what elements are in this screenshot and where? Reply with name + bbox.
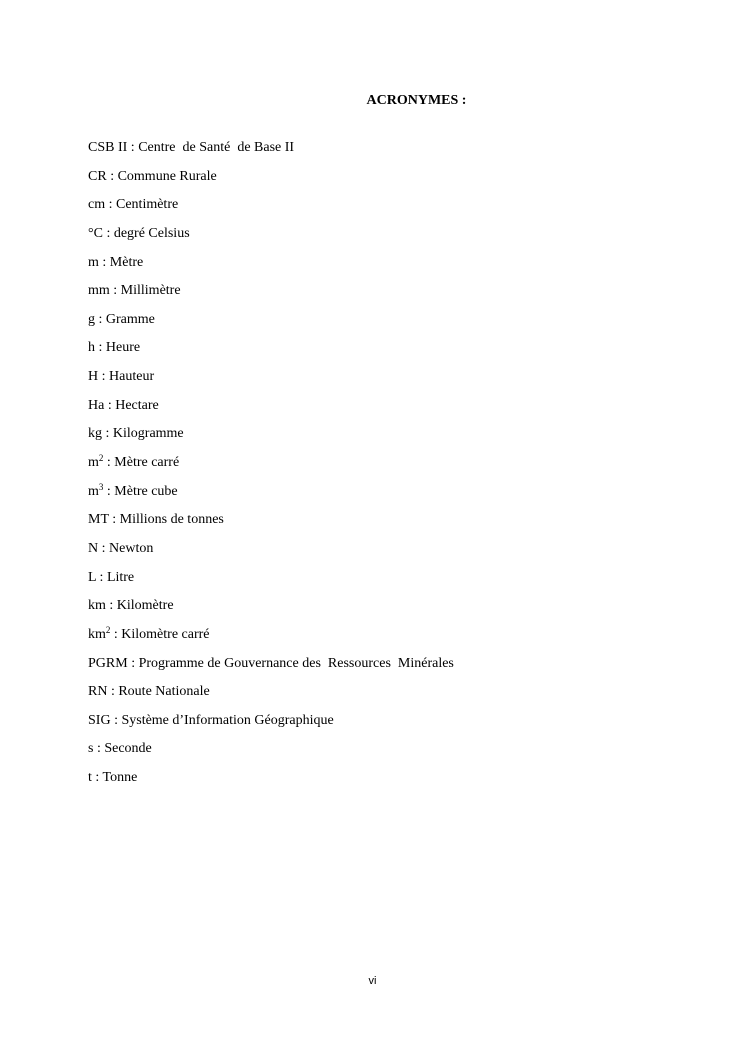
acronym-entry — [88, 225, 454, 254]
acronym-abbreviation: s — [88, 741, 94, 757]
acronym-entry — [88, 683, 454, 712]
acronym-abbreviation: N — [88, 540, 99, 556]
acronym-separator: : — [98, 254, 110, 270]
acronym-exponent: 2 — [105, 624, 111, 635]
acronym-entry — [88, 712, 454, 741]
acronym-exponent: 2 — [98, 453, 104, 464]
acronym-separator: : — [127, 140, 139, 155]
acronym-meaning: Seconde — [104, 741, 152, 757]
acronym-entry — [88, 397, 454, 426]
acronym-meaning: Centimètre — [116, 197, 179, 213]
acronym-entry — [88, 769, 454, 798]
acronym-entry — [88, 540, 454, 569]
acronym-entry — [88, 254, 454, 283]
acronym-meaning: Millimètre — [120, 283, 181, 299]
acronym-separator: : — [105, 598, 117, 614]
acronym-meaning: Hauteur — [109, 369, 155, 385]
acronym-meaning: Programme de Gouvernance des Ressources Minérales — [138, 655, 454, 671]
acronym-entry — [88, 425, 454, 454]
acronym-entry — [88, 626, 454, 655]
acronym-separator: : — [98, 369, 110, 385]
page-title: ACRONYMES : — [366, 93, 467, 108]
acronym-meaning: Kilogramme — [112, 426, 184, 442]
acronym-abbreviation: PGRM — [88, 655, 128, 671]
acronym-entry — [88, 196, 454, 225]
acronym-separator: : — [98, 540, 110, 556]
acronym-separator: : — [109, 283, 121, 299]
acronym-abbreviation: m — [88, 254, 99, 270]
acronym-abbreviation: mm — [88, 283, 110, 299]
acronym-abbreviation: H — [88, 369, 99, 385]
acronym-separator: : — [104, 397, 116, 413]
acronym-entry — [88, 168, 454, 197]
acronym-entry — [88, 368, 454, 397]
acronym-separator: : — [110, 712, 122, 728]
acronym-entry — [88, 740, 454, 769]
acronym-abbreviation: RN — [88, 684, 108, 700]
acronym-abbreviation: h — [88, 340, 95, 356]
acronym-meaning: Mètre cube — [114, 483, 178, 499]
acronym-meaning: Centre de Santé de Base II — [138, 140, 295, 155]
acronym-abbreviation: SIG — [88, 712, 111, 728]
acronym-meaning: Route Nationale — [118, 684, 210, 700]
acronym-meaning: Gramme — [105, 311, 155, 327]
acronym-separator: : — [103, 483, 115, 499]
acronym-abbreviation: Ha — [88, 397, 105, 413]
acronym-abbreviation: cm — [88, 197, 106, 213]
page-number: vi — [368, 975, 377, 987]
acronym-abbreviation: m — [88, 455, 99, 471]
acronym-abbreviation: km — [88, 626, 106, 642]
acronym-abbreviation: °C — [88, 225, 103, 241]
acronym-separator: : — [91, 770, 103, 786]
acronym-meaning: Heure — [105, 340, 141, 356]
acronym-entry — [88, 454, 454, 483]
acronym-entry — [88, 339, 454, 368]
acronym-entry — [88, 483, 454, 512]
acronym-list — [88, 139, 454, 798]
acronym-entry — [88, 311, 454, 340]
acronym-entry — [88, 655, 454, 684]
acronym-separator: : — [108, 512, 120, 528]
acronym-abbreviation: L — [88, 569, 97, 585]
acronym-abbreviation: g — [88, 311, 95, 327]
acronym-separator: : — [95, 311, 106, 327]
acronym-separator: : — [106, 168, 118, 184]
acronym-abbreviation: km — [88, 598, 106, 614]
acronym-separator: : — [105, 197, 116, 213]
acronym-meaning: Mètre carré — [114, 455, 180, 471]
acronym-separator: : — [103, 455, 115, 471]
acronym-separator: : — [127, 655, 139, 671]
acronym-abbreviation: t — [88, 770, 92, 786]
acronym-meaning: Kilomètre — [116, 598, 174, 614]
acronym-separator: : — [95, 340, 106, 356]
acronym-separator: : — [107, 684, 119, 700]
acronym-exponent: 3 — [98, 481, 104, 492]
acronym-separator: : — [110, 626, 122, 642]
acronym-entry — [88, 569, 454, 598]
acronym-meaning: Commune Rurale — [117, 168, 217, 184]
acronym-abbreviation: m — [88, 483, 99, 499]
acronym-meaning: Newton — [109, 540, 154, 556]
acronym-meaning: Millions de tonnes — [119, 512, 224, 528]
acronym-entry — [88, 139, 454, 168]
acronym-separator: : — [102, 426, 113, 442]
acronym-entry — [88, 511, 454, 540]
acronym-meaning: Litre — [106, 569, 135, 585]
acronym-separator: : — [96, 569, 107, 585]
acronym-meaning: degré Celsius — [113, 225, 190, 241]
acronym-separator: : — [102, 225, 114, 241]
acronym-abbreviation: CSB II — [88, 140, 128, 155]
acronym-meaning: Tonne — [102, 770, 138, 786]
acronym-abbreviation: CR — [88, 168, 107, 184]
acronym-entry — [88, 282, 454, 311]
acronym-meaning: Kilomètre carré — [121, 626, 210, 642]
acronym-separator: : — [93, 741, 105, 757]
acronym-meaning: Mètre — [109, 254, 144, 270]
acronym-meaning: Système d’Information Géographique — [121, 712, 334, 728]
acronym-abbreviation: MT — [88, 512, 109, 528]
acronym-meaning: Hectare — [115, 397, 159, 413]
acronym-entry — [88, 597, 454, 626]
acronym-abbreviation: kg — [88, 426, 102, 442]
